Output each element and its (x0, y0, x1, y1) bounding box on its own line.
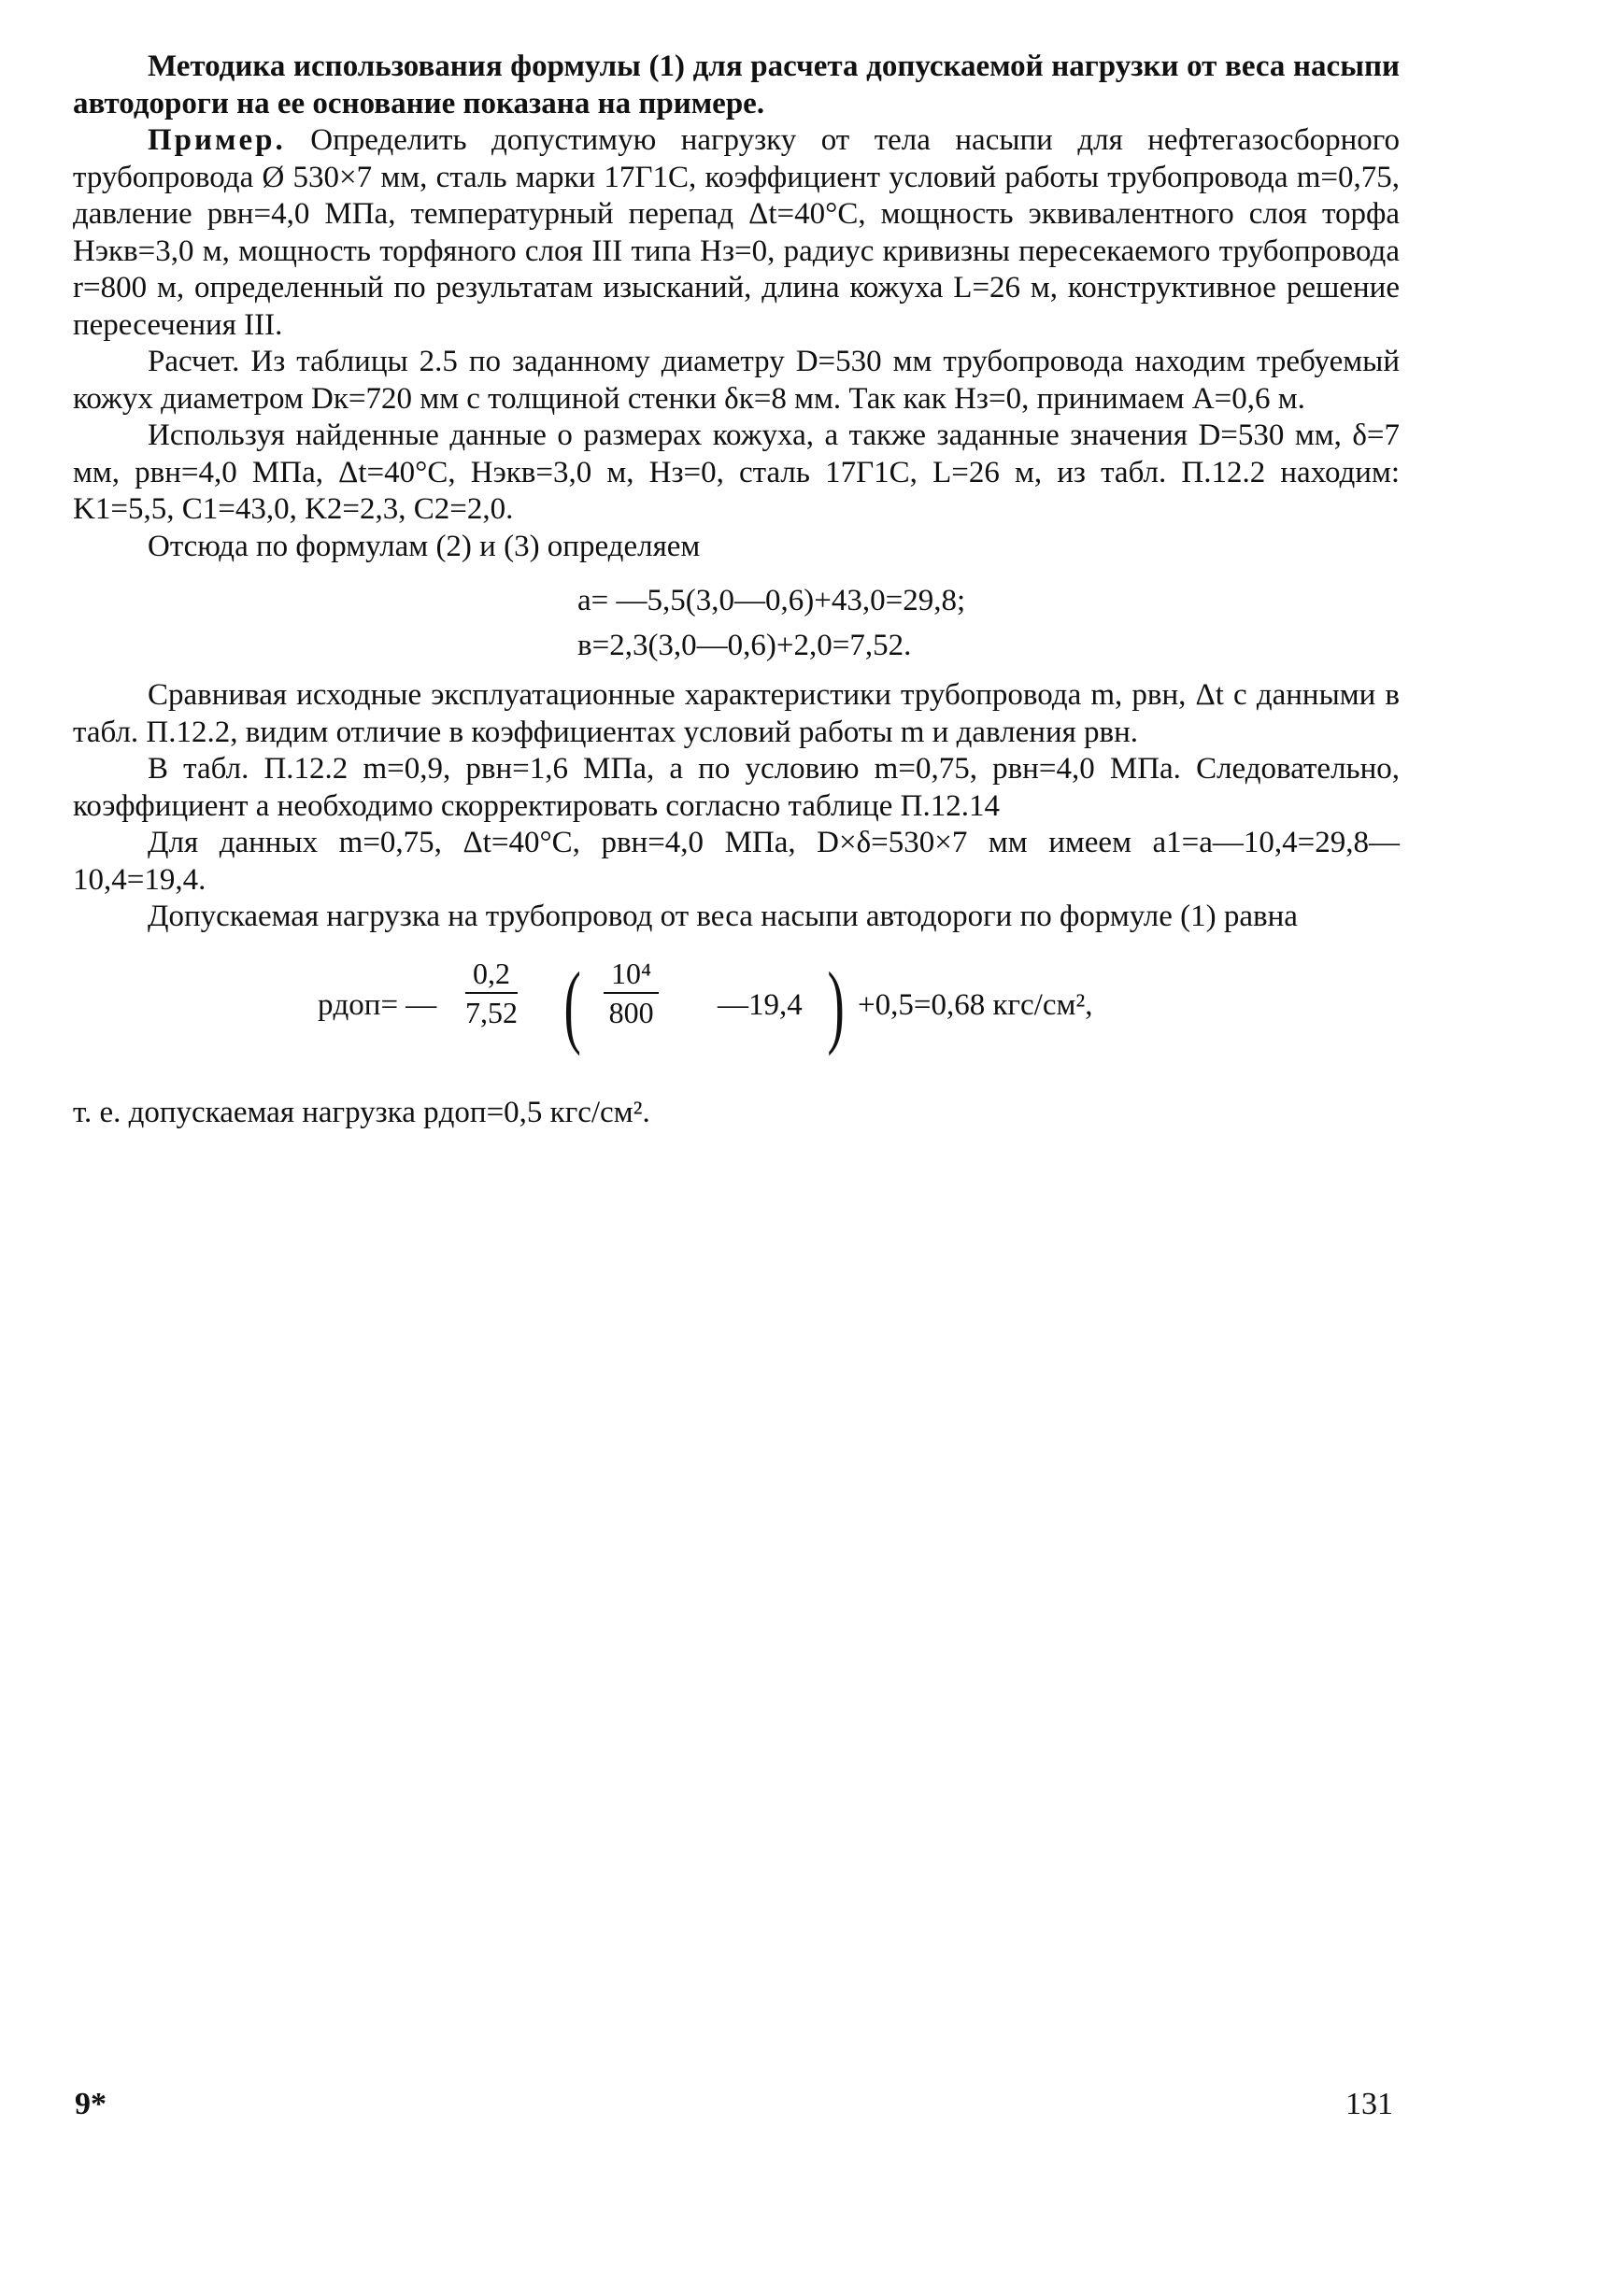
formula-pdop (73, 947, 1400, 1069)
pdop-lhs: pдоп= — (318, 987, 437, 1022)
pdop-result: +0,5=0,68 кгс/см², (858, 987, 1093, 1022)
paragraph-example (73, 122, 1400, 344)
paragraph-conclusion: т. е. допускаемая нагрузка pдоп=0,5 кгс/см². (73, 1095, 650, 1129)
right-paren: ) (827, 952, 845, 1056)
paragraph-corrected-a: Для данных m=0,75, Δt=40°С, pвн=4,0 МПа, D×δ=530×7 мм имеем a1=a—10,4=29,8—10,4=19,4. (73, 826, 1400, 897)
document-page (73, 49, 1400, 1131)
inner-tail: —19,4 (718, 987, 803, 1022)
fraction-first-numerator: 0,2 (465, 955, 518, 994)
paragraph-found-data: Используя найденные данные о размерах кожуха, а также заданные значения D=530 мм, δ=7 мм, pвн=4,0 МПа, Δt=40°С, Hэкв=3,0 м, Hз=0, сталь 17Г1С, L=26 м, из табл. П.12.2 находим: K1=5,5, C1=43,0, K2=2,3, C2=2,0. (73, 418, 1400, 526)
formula-b: в=2,3(3,0—0,6)+2,0=7,52. (577, 629, 912, 662)
fraction-first-denominator: 7,52 (465, 995, 518, 1029)
fraction-first (465, 955, 518, 1031)
paragraph-allowable-load: Допускаемая нагрузка на трубопровод от веса насыпи автодороги по формуле (1) равна (148, 900, 1298, 933)
fraction-second (604, 955, 659, 1031)
paragraph-table-values: В табл. П.12.2 m=0,9, pвн=1,6 МПа, а по условию m=0,75, pвн=4,0 МПа. Следовательно, коэффициент a необходимо скорректировать согласно таблице П.12.14 (73, 752, 1400, 823)
fraction-second-denominator: 800 (608, 995, 654, 1029)
formula-block (73, 578, 1400, 668)
page-number: 131 (1345, 2087, 1393, 2121)
fraction-second-numerator: 10⁴ (604, 955, 659, 994)
paragraph-comparison: Сравнивая исходные эксплуатационные характеристики трубопровода m, pвн, Δt с данными в табл. П.12.2, видим отличие в коэффициентах условий работы m и давления pвн. (73, 678, 1400, 749)
signature-mark: 9* (75, 2087, 107, 2121)
example-lead: Пример. (148, 123, 286, 157)
formula-a: a= —5,5(3,0—0,6)+43,0=29,8; (577, 584, 966, 617)
left-paren: ( (563, 952, 581, 1056)
example-text: Определить допустимую нагрузку от тела насыпи для нефтегазосборного трубопровода Ø 530×7 мм, сталь марки 17Г1С, коэффициент условий работы трубопровода m=0,75, давление pвн=4,0 МПа, температурный перепад Δt=40°С, мощность эквивалентного слоя торфа Hэкв=3,0 м, мощность торфяного слоя III типа Hз=0, радиус кривизны пересекаемого трубопровода r=800 м, определенный по результатам изысканий, длина кожуха L=26 м, конструктивное решение пересечения III. (73, 123, 1400, 342)
paragraph-calculation: Расчет. Из таблицы 2.5 по заданному диаметру D=530 мм трубопровода находим требуемый кожух диаметром Dк=720 мм с толщиной стенки δк=8 мм. Так как Hз=0, принимаем A=0,6 м. (73, 345, 1400, 416)
paragraph-formulas-intro: Отсюда по формулам (2) и (3) определяем (148, 529, 701, 563)
paragraph-method: Методика использования формулы (1) для расчета допускаемой нагрузки от веса насыпи автодороги на ее основание показана на примере. (73, 50, 1400, 120)
